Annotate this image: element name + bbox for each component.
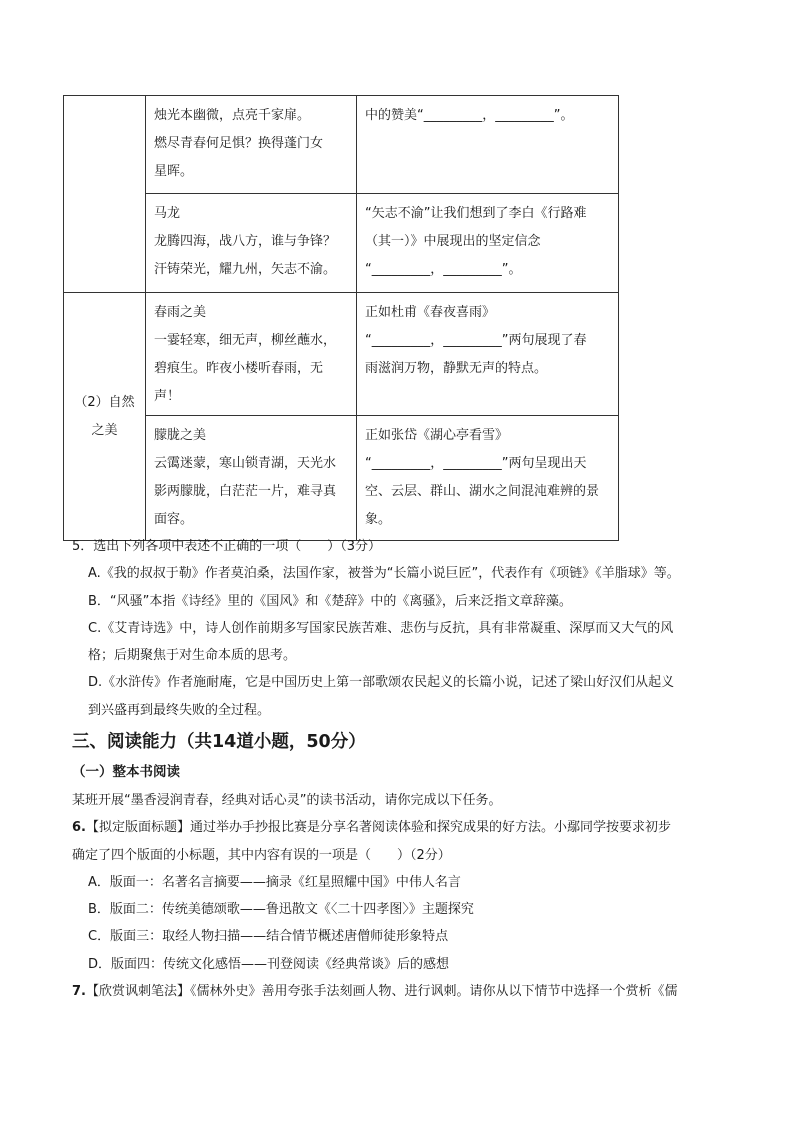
- option-b: B．“风骚”本指《诗经》里的《国风》和《楚辞》中的《离骚》，后来泛指文章辞藻。: [88, 593, 572, 609]
- question-6-stem: 6.【拟定版面标题】通过举办手抄报比赛是分享名著阅读体验和探究成果的好方法。小鄢同学按要求初步 确定了四个版面的小标题，其中内容有误的一项是（ ）（2分）: [72, 820, 672, 863]
- poem-table: [63, 95, 619, 541]
- option-b: B．版面二：传统美德颂歌——鲁迅散文《〈二十四孝图〉》主题探究: [88, 902, 474, 918]
- table-task-cell: 正如杜甫《春夜喜雨》 “_________，_________”两句展现了春 雨滋润万物，静默无声的特点。: [357, 293, 619, 416]
- table-task-cell: “矢志不渝”让我们想到了李白《行路难 （其一）》中展现出的坚定信念 “_________，_________”。: [357, 194, 619, 293]
- question-stem: 5．选出下列各项中表述不正确的一项（ ）（3分）: [72, 539, 382, 554]
- option-a: A.《我的叔叔于勒》作者莫泊桑，法国作家，被誉为“长篇小说巨匠”，代表作有《项链》《羊脂球》等。: [88, 566, 680, 582]
- option-a: A．版面一：名著名言摘要——摘录《红星照耀中国》中伟人名言: [88, 874, 461, 890]
- table-category-cell: [64, 96, 146, 293]
- question-5: [72, 533, 734, 724]
- table-category-cell: （2）自然 之美: [64, 293, 146, 541]
- table-task-cell: 中的赞美“_________，_________”。: [357, 96, 619, 194]
- table-poem-cell: 马龙 龙腾四海，战八方，谁与争锋？ 汗铸荣光，耀九州，矢志不渝。: [146, 194, 357, 293]
- section-title: 三、阅读能力（共14道小题，50分）: [72, 732, 366, 752]
- question-7-stem: 7.【欣赏讽刺笔法】《儒林外史》善用夸张手法刻画人物、进行讽刺。请你从以下情节中选择一个赏析《儒: [72, 984, 678, 1000]
- table-task-cell: 正如张岱《湖心亭看雪》 “_________，_________”两句呈现出天 空、云层、群山、湖水之间混沌难辨的景 象。: [357, 416, 619, 541]
- intro-text: 某班开展“墨香浸润青春，经典对话心灵”的读书活动，请你完成以下任务。: [72, 793, 502, 808]
- subsection-title: （一）整本书阅读: [72, 764, 180, 780]
- table-poem-cell: 烛光本幽微，点亮千家扉。 燃尽青春何足惧？换得蓬门女 星晖。: [146, 96, 357, 194]
- table-poem-cell: 春雨之美 一霎轻寒，细无声，柳丝蘸水， 碧痕生。昨夜小楼听春雨，无声！: [146, 293, 357, 416]
- table-poem-cell: 朦胧之美 云霭迷蒙，寒山锁青湖，天光水 影两朦胧，白茫茫一片，难寻真 面容。: [146, 416, 357, 541]
- section-3: [72, 726, 734, 1005]
- option-d: D．版面四：传统文化感悟——刊登阅读《经典常谈》后的感想: [88, 956, 450, 972]
- option-c: C.《艾青诗选》中，诗人创作前期多写国家民族苦难、悲伤与反抗，具有非常凝重、深厚而又大气的风 格；后期聚焦于对生命本质的思考。: [88, 620, 674, 664]
- option-d: D.《水浒传》作者施耐庵，它是中国历史上第一部歌颂农民起义的长篇小说，记述了梁山好汉们从起义 到兴盛再到最终失败的全过程。: [88, 675, 675, 718]
- option-c: C．版面三：取经人物扫描——结合情节概述唐僧师徒形象特点: [88, 929, 449, 945]
